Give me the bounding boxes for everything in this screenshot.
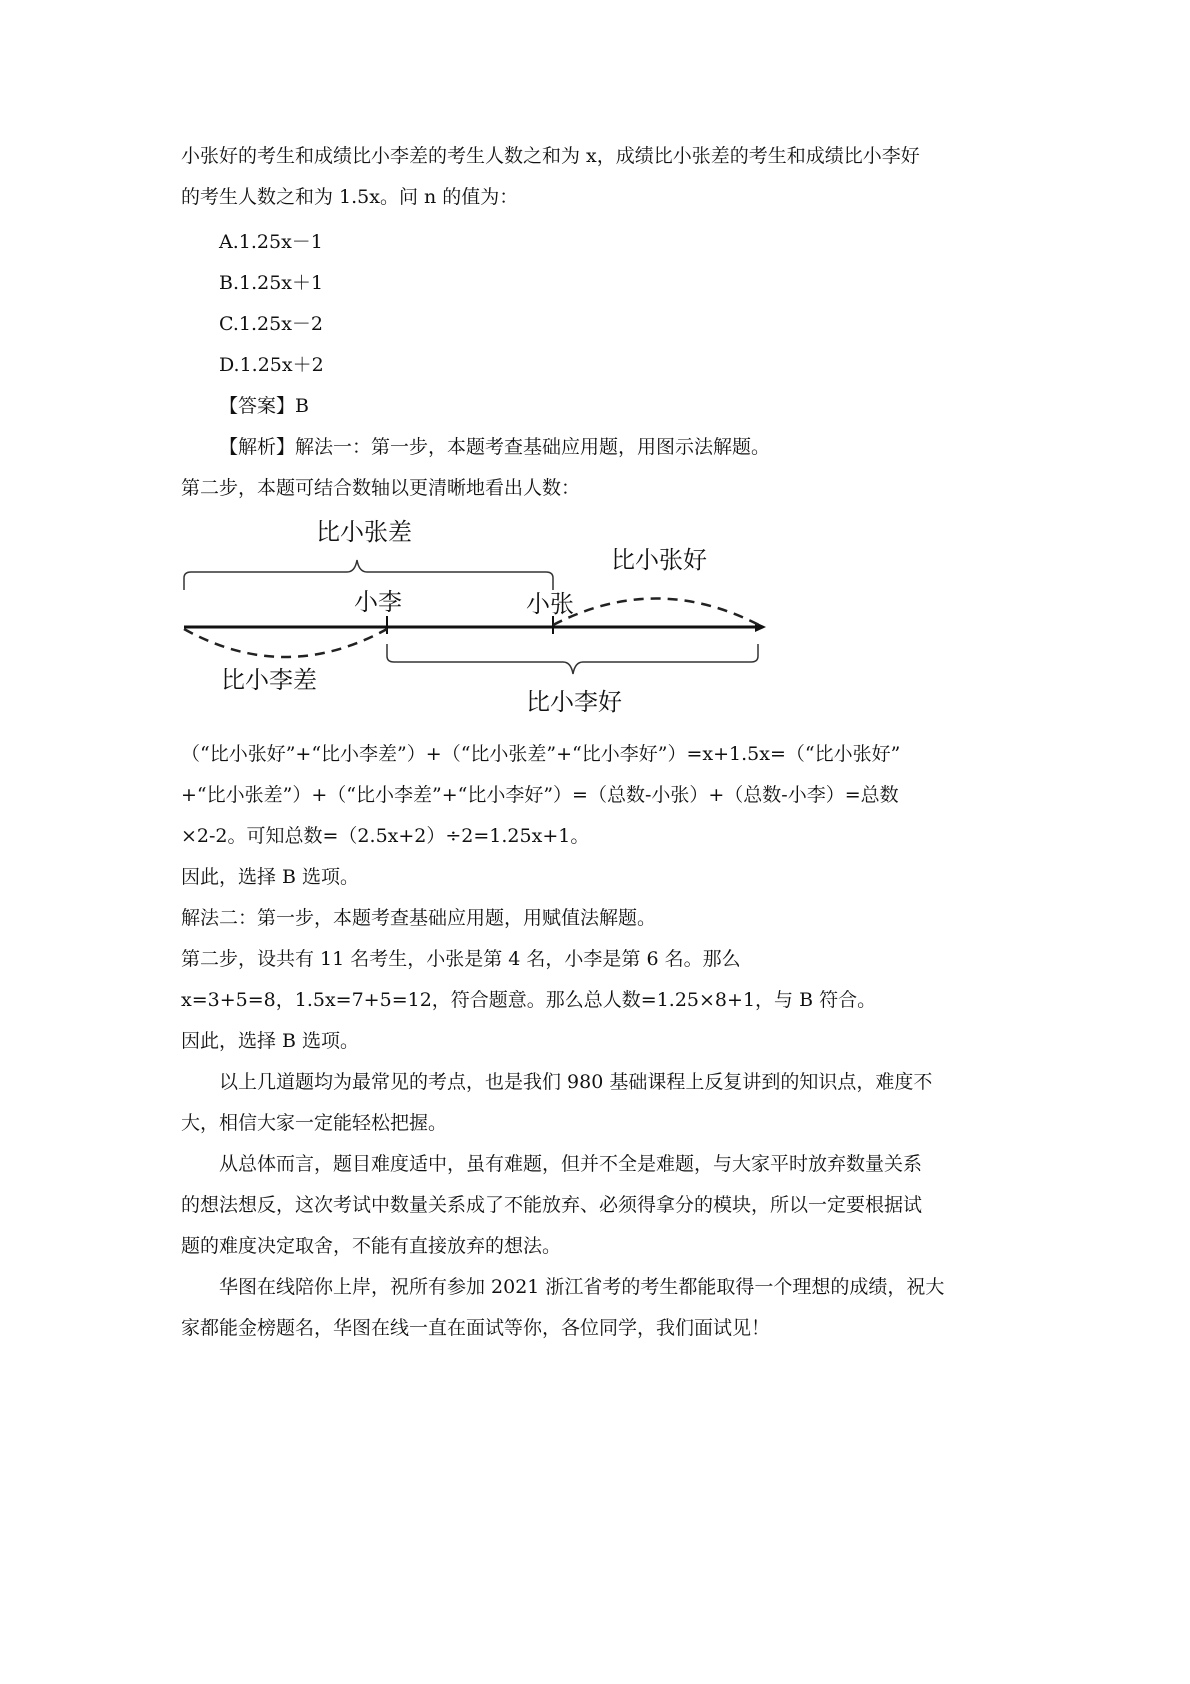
label-li: 小李: [354, 588, 402, 616]
question-line-2: 的考生人数之和为 1.5x。问 n 的值为：: [181, 186, 519, 208]
formula-line-2: +“比小张差”）+（“比小李差”+“比小李好”）=（总数-小张）+（总数-小李）=总数: [181, 784, 899, 806]
number-line-diagram: [181, 510, 781, 720]
conclusion-2: 因此，选择 B 选项。: [181, 1030, 360, 1052]
method-2-line-1: 解法二：第一步，本题考查基础应用题，用赋值法解题。: [181, 907, 657, 929]
formula-line-3: ×2-2。可知总数=（2.5x+2）÷2=1.25x+1。: [181, 825, 590, 847]
label-better-than-li: 比小李好: [526, 688, 622, 716]
method-2-line-3: x=3+5=8，1.5x=7+5=12，符合题意。那么总人数=1.25×8+1，与 B 符合。: [181, 989, 877, 1011]
option-c: C.1.25x－2: [219, 313, 324, 335]
arc-worse-than-li: [184, 629, 387, 657]
paragraph-2-line-2: 的想法想反，这次考试中数量关系成了不能放弃、必须得拿分的模块，所以一定要根据试: [181, 1194, 923, 1216]
answer: 【答案】B: [219, 395, 309, 417]
paragraph-2-line-1: 从总体而言，题目难度适中，虽有难题，但并不全是难题，与大家平时放弃数量关系: [219, 1153, 923, 1175]
arc-better-than-zhang: [553, 599, 759, 626]
paragraph-2-line-3: 题的难度决定取舍，不能有直接放弃的想法。: [181, 1235, 562, 1257]
label-worse-than-zhang: 比小张差: [316, 518, 412, 546]
brace-worse-than-zhang: [184, 560, 553, 590]
paragraph-3-line-2: 家都能金榜题名，华图在线一直在面试等你，各位同学，我们面试见！: [181, 1317, 771, 1339]
paragraph-1-line-1: 以上几道题均为最常见的考点，也是我们 980 基础课程上反复讲到的知识点，难度不: [219, 1071, 933, 1093]
method-2-line-2: 第二步，设共有 11 名考生，小张是第 4 名，小李是第 6 名。那么: [181, 948, 741, 970]
conclusion-1: 因此，选择 B 选项。: [181, 866, 360, 888]
option-a: A.1.25x－1: [219, 231, 323, 253]
analysis-intro: 【解析】解法一：第一步，本题考查基础应用题，用图示法解题。: [219, 436, 771, 458]
label-worse-than-li: 比小李差: [221, 666, 317, 694]
question-line-1: 小张好的考生和成绩比小李差的考生人数之和为 x，成绩比小张差的考生和成绩比小李好: [181, 145, 920, 167]
label-zhang: 小张: [526, 590, 574, 618]
option-b: B.1.25x＋1: [219, 272, 324, 294]
paragraph-3-line-1: 华图在线陪你上岸，祝所有参加 2021 浙江省考的考生都能取得一个理想的成绩，祝大: [219, 1276, 945, 1298]
paragraph-1-line-2: 大，相信大家一定能轻松把握。: [181, 1112, 448, 1134]
formula-line-1: （“比小张好”+“比小李差”）+（“比小张差”+“比小李好”）=x+1.5x=（“比小张好”: [181, 743, 901, 765]
option-d: D.1.25x＋2: [219, 354, 324, 376]
brace-better-than-li: [387, 644, 758, 674]
step-2: 第二步，本题可结合数轴以更清晰地看出人数：: [181, 477, 581, 499]
label-better-than-zhang: 比小张好: [611, 546, 707, 574]
